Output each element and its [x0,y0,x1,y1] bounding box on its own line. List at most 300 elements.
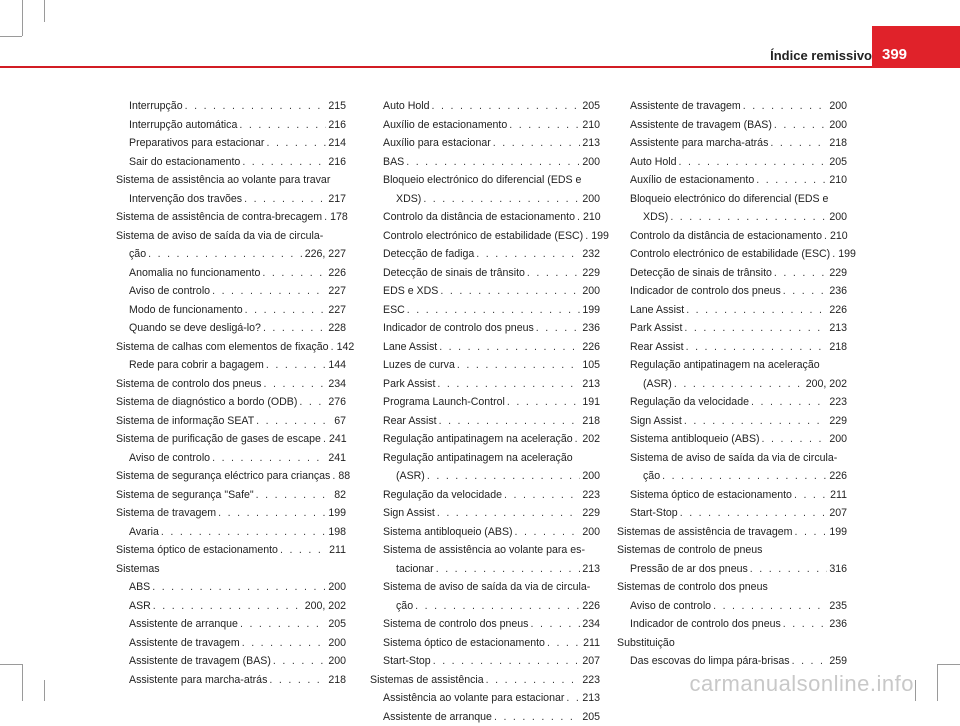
index-subentry [116,97,346,116]
page-reference: 228 [328,319,346,338]
index-entry-text: Modo de funcionamento [129,301,243,320]
index-entry-text: Substituição [617,634,675,653]
dot-leader [299,393,326,412]
dot-leader [406,153,580,172]
index-subentry [116,597,346,616]
index-entry-text: Detecção de sinais de trânsito [383,264,525,283]
index-subentry [370,449,600,486]
dot-leader [585,227,589,246]
index-entry-text: Controlo electrónico de estabilidade (ESC) [630,245,830,264]
index-subentry [116,634,346,653]
index-entry-text: Sistema de travagem [116,504,216,523]
index-entry-text: Regulação antipatinagem na aceleração [630,356,847,375]
dot-leader [792,652,828,671]
page-reference: 205 [328,615,346,634]
index-entry [617,578,847,597]
index-entry-text: ASR [129,597,151,616]
index-entry-text: Sistema de controlo dos pneus [116,375,261,394]
dot-leader [794,523,827,542]
index-entry [116,393,346,412]
index-entry-text-cont: XDS) [396,190,421,209]
dot-leader [262,264,326,283]
page-reference: 223 [582,486,600,505]
page-reference: 207 [582,652,600,671]
index-entry-text: Regulação da velocidade [630,393,749,412]
dot-leader [242,153,326,172]
dot-leader [774,264,827,283]
index-entry-text: Rede para cobrir a bagagem [129,356,264,375]
dot-leader [161,523,326,542]
index-entry-text: Regulação antipatinagem na aceleração [383,430,573,449]
index-subentry [116,190,346,209]
index-entry-text: Auxílio de estacionamento [630,171,754,190]
dot-leader [240,615,326,634]
dot-leader [662,467,827,486]
page-reference: 200, 202 [305,597,346,616]
index-subentry [370,504,600,523]
index-entry [116,430,346,449]
index-subentry [617,615,847,634]
index-entry-text: Bloqueio electrónico do diferencial (EDS e [630,190,847,209]
watermark: carmanualsonline.info [689,671,914,697]
dot-leader [794,486,828,505]
page-reference: 214 [328,134,346,153]
index-subentry [370,153,600,172]
index-entry-text: Auto Hold [630,153,677,172]
index-entry-text: Avaria [129,523,159,542]
page-reference: 232 [582,245,600,264]
index-subentry [370,171,600,208]
dot-leader [433,652,581,671]
dot-leader [750,560,828,579]
page-number-box [872,26,960,68]
dot-leader [774,116,827,135]
dot-leader [153,597,303,616]
index-subentry [116,134,346,153]
index-entry-text: Park Assist [383,375,435,394]
page-reference: 200 [829,116,847,135]
index-subentry [370,245,600,264]
dot-leader [527,264,580,283]
index-subentry [617,301,847,320]
index-entry-text: Assistente de travagem (BAS) [129,652,271,671]
index-subentry [370,689,600,708]
index-entry-text: Start-Stop [383,652,431,671]
dot-leader [783,282,828,301]
dot-leader [743,97,828,116]
index-subentry [116,449,346,468]
dot-leader [273,652,326,671]
index-entry-text: Park Assist [630,319,682,338]
index-subentry [617,597,847,616]
index-entry-text: Detecção de fadiga [383,245,474,264]
index-entry-text: Intervenção dos travões [129,190,242,209]
dot-leader [266,356,326,375]
page-reference: 199 [829,523,847,542]
index-subentry [617,282,847,301]
index-subentry [617,227,847,246]
index-entry-text: Sistemas de assistência de travagem [617,523,792,542]
index-subentry [370,227,600,246]
index-entry-text: Sistema de controlo dos pneus [383,615,528,634]
page-reference: 236 [582,319,600,338]
index-entry-text: Indicador de controlo dos pneus [630,615,781,634]
dot-leader [280,541,327,560]
dot-leader [407,301,581,320]
index-entry-text: Sistema de aviso de saída da via de circula- [630,449,847,468]
dot-leader [242,634,327,653]
index-subentry [370,652,600,671]
index-subentry [370,208,600,227]
index-subentry [617,245,847,264]
index-subentry [116,319,346,338]
index-entry [116,338,346,357]
index-entry-text: Rear Assist [630,338,684,357]
dot-leader [152,578,326,597]
page-reference: 200 [582,190,600,209]
page-reference: 213 [582,134,600,153]
page-reference: 241 [329,430,347,449]
index-entry-text: Indicador de controlo dos pneus [630,282,781,301]
index-entry [116,171,346,190]
index-entry-text: Sistema de segurança "Safe" [116,486,254,505]
index-entry-text: Luzes de curva [383,356,455,375]
index-subentry [617,264,847,283]
dot-leader [212,282,326,301]
dot-leader [256,486,333,505]
index-subentry [617,171,847,190]
page-reference: 216 [328,153,346,172]
index-subentry [370,116,600,135]
page-reference: 211 [830,486,847,505]
index-entry-text: Bloqueio electrónico do diferencial (EDS e [383,171,600,190]
index-entry-text: Assistência ao volante para estacionar [383,689,564,708]
index-entry-text-cont: (ASR) [396,467,425,486]
dot-leader [436,560,581,579]
index-subentry [617,319,847,338]
index-entry-text: Auxílio de estacionamento [383,116,507,135]
index-entry-text: Lane Assist [630,301,684,320]
dot-leader [437,504,580,523]
page-reference: 199 [582,301,600,320]
page-reference: 142 [337,338,355,357]
page-reference: 199 [838,245,856,264]
dot-leader [515,523,581,542]
index-entry-text: Assistente de arranque [383,708,492,726]
page-reference: 67 [334,412,346,431]
index-entry [617,523,847,542]
page-reference: 198 [328,523,346,542]
page-reference: 229 [829,412,847,431]
page-reference: 202 [582,430,600,449]
index-subentry [116,615,346,634]
page-reference: 213 [582,375,600,394]
index-entry-text: Sistema de assistência ao volante para travar [116,171,330,190]
page-reference: 205 [582,708,600,726]
dot-leader [263,375,326,394]
index-entry-text: ABS [129,578,150,597]
dot-leader [493,134,581,153]
crop-mark [44,680,45,701]
index-subentry [370,264,600,283]
index-subentry [370,578,600,615]
page-reference: 235 [829,597,847,616]
dot-leader [824,227,828,246]
page-reference: 234 [582,615,600,634]
index-subentry [370,375,600,394]
page-reference: 144 [328,356,346,375]
dot-leader [575,430,581,449]
page-reference: 223 [582,671,600,690]
dot-leader [239,116,326,135]
index-subentry [617,449,847,486]
index-entry-text: Assistente de travagem [129,634,240,653]
index-subentry [116,652,346,671]
page-reference: 88 [338,467,350,486]
index-entry-text-cont: (ASR) [643,375,672,394]
index-subentry [617,430,847,449]
dot-leader [674,375,804,394]
dot-leader [684,319,827,338]
index-entry-text: Indicador de controlo dos pneus [383,319,534,338]
dot-leader [439,412,581,431]
dot-leader [427,467,580,486]
index-subentry [370,301,600,320]
index-entry-text: Auxílio para estacionar [383,134,491,153]
dot-leader [266,134,326,153]
index-entry-text: EDS e XDS [383,282,438,301]
index-subentry [370,282,600,301]
dot-leader [148,245,303,264]
page-reference: 276 [328,393,346,412]
crop-mark [44,0,45,22]
page-reference: 236 [829,615,847,634]
index-entry-text-cont: ção [643,467,660,486]
index-entry-text: Assistente de travagem [630,97,741,116]
index-subentry [370,338,600,357]
index-subentry [617,412,847,431]
dot-leader [256,412,332,431]
index-entry-text: Sistema óptico de estacionamento [630,486,792,505]
page-reference: 218 [328,671,346,690]
index-entry [116,227,346,264]
page-reference: 226, 227 [305,245,346,264]
page-reference: 200 [328,634,346,653]
index-subentry [116,301,346,320]
index-column-2 [370,97,600,726]
index-column-1 [116,97,346,689]
index-entry-text: Assistente para marcha-atrás [630,134,768,153]
page-reference: 200 [582,523,600,542]
dot-leader [244,190,326,209]
index-entry-text: Sistema de aviso de saída da via de circula- [383,578,600,597]
index-entry [116,560,346,579]
index-subentry [116,116,346,135]
page-reference: 200 [328,652,346,671]
index-subentry [370,319,600,338]
index-subentry [116,671,346,690]
dot-leader [218,504,326,523]
dot-leader [269,671,326,690]
index-subentry [617,486,847,505]
index-entry-text: Sistema de assistência de contra-brecagem [116,208,322,227]
dot-leader [756,171,827,190]
index-subentry [116,356,346,375]
page-reference: 227 [328,282,346,301]
page-reference: 241 [328,449,346,468]
dot-leader [684,412,827,431]
index-subentry [370,356,600,375]
index-entry-text: Sistema antibloqueio (ABS) [630,430,760,449]
index-entry [116,467,346,486]
index-entry [116,412,346,431]
dot-leader [577,208,581,227]
index-entry-text: Controlo electrónico de estabilidade (ESC) [383,227,583,246]
index-entry-text: Sistema de assistência ao volante para es- [383,541,600,560]
index-subentry [617,134,847,153]
page-reference: 191 [582,393,600,412]
index-column-3 [617,97,847,671]
index-entry-text: Assistente para marcha-atrás [129,671,267,690]
index-entry-text: Programa Launch-Control [383,393,505,412]
index-entry-text: Regulação da velocidade [383,486,502,505]
index-entry-text: Auto Hold [383,97,430,116]
index-subentry [370,393,600,412]
dot-leader [440,282,580,301]
dot-leader [686,338,828,357]
page-reference: 215 [328,97,346,116]
index-entry-text: Sistema de purificação de gases de escape [116,430,321,449]
index-subentry [370,541,600,578]
index-subentry [617,153,847,172]
dot-leader [486,671,581,690]
dot-leader [686,301,827,320]
index-entry-text: Sistema de segurança eléctrico para crianças [116,467,330,486]
index-entry [116,486,346,505]
dot-leader [185,97,327,116]
page-reference: 200 [829,208,847,227]
index-entry-text: Lane Assist [383,338,437,357]
page-reference: 211 [329,541,346,560]
index-subentry [370,134,600,153]
index-entry-text: Sair do estacionamento [129,153,240,172]
index-entry [617,634,847,653]
index-entry-text: Anomalia no funcionamento [129,264,260,283]
page-reference: 200 [829,97,847,116]
index-entry-text: BAS [383,153,404,172]
index-entry-text: Sistema óptico de estacionamento [116,541,278,560]
index-subentry [370,412,600,431]
index-entry-text: Sistema de informação SEAT [116,412,254,431]
index-subentry [617,393,847,412]
dot-leader [713,597,827,616]
index-entry-text: Assistente de travagem (BAS) [630,116,772,135]
page-reference: 199 [591,227,609,246]
page-reference: 234 [328,375,346,394]
index-entry-text: Sign Assist [383,504,435,523]
index-entry-text: Controlo da distância de estacionamento [630,227,822,246]
index-entry-text: Sistema de aviso de saída da via de circula- [116,227,346,246]
page-reference: 205 [582,97,600,116]
index-entry-text: Preparativos para estacionar [129,134,264,153]
dot-leader [439,338,580,357]
page-reference: 200 [829,430,847,449]
index-subentry [116,264,346,283]
index-subentry [370,523,600,542]
dot-leader [507,393,580,412]
page-reference: 229 [582,504,600,523]
dot-leader [762,430,828,449]
crop-mark [22,664,23,701]
dot-leader [536,319,581,338]
dot-leader [245,301,327,320]
index-entry-text: Regulação antipatinagem na aceleração [383,449,600,468]
page-reference: 218 [829,338,847,357]
crop-mark [937,664,938,701]
dot-leader [504,486,580,505]
page-reference: 82 [334,486,346,505]
index-entry-text: Sistemas de assistência [370,671,484,690]
index-entry-text: Start-Stop [630,504,678,523]
index-subentry [116,523,346,542]
index-subentry [617,97,847,116]
index-entry [370,671,600,690]
index-entry-text: Sistema antibloqueio (ABS) [383,523,513,542]
index-subentry [370,708,600,726]
index-entry-text: Sistemas de controlo de pneus [617,541,762,560]
dot-leader [679,153,828,172]
header-rule [0,66,960,68]
page-reference: 223 [829,393,847,412]
dot-leader [751,393,827,412]
page-reference: 210 [583,208,601,227]
page-reference: 200 [582,153,600,172]
page-reference: 199 [328,504,346,523]
index-entry-text: Sistema de diagnóstico a bordo (ODB) [116,393,297,412]
crop-mark [0,664,22,665]
index-entry [116,208,346,227]
dot-leader [509,116,580,135]
page-reference: 211 [583,634,600,653]
index-entry-text: Sistema óptico de estacionamento [383,634,545,653]
index-subentry [617,652,847,671]
page-reference: 236 [829,282,847,301]
dot-leader [832,245,836,264]
page-reference: 218 [582,412,600,431]
index-subentry [617,338,847,357]
page-reference: 200 [582,282,600,301]
index-entry [116,541,346,560]
index-entry [617,541,847,560]
dot-leader [423,190,580,209]
crop-mark [22,0,23,36]
index-entry [116,375,346,394]
index-subentry [617,116,847,135]
page-reference: 200, 202 [806,375,847,394]
index-entry-text: Interrupção [129,97,183,116]
index-entry-text: Interrupção automática [129,116,237,135]
page-reference: 210 [829,171,847,190]
page-reference: 200 [582,467,600,486]
index-entry-text: Quando se deve desligá-lo? [129,319,261,338]
index-subentry [116,153,346,172]
page-number: 399 [882,46,907,63]
dot-leader [332,467,336,486]
index-entry-text: Sistemas [116,560,160,579]
dot-leader [324,208,328,227]
index-subentry [370,486,600,505]
page-reference: 216 [328,116,346,135]
